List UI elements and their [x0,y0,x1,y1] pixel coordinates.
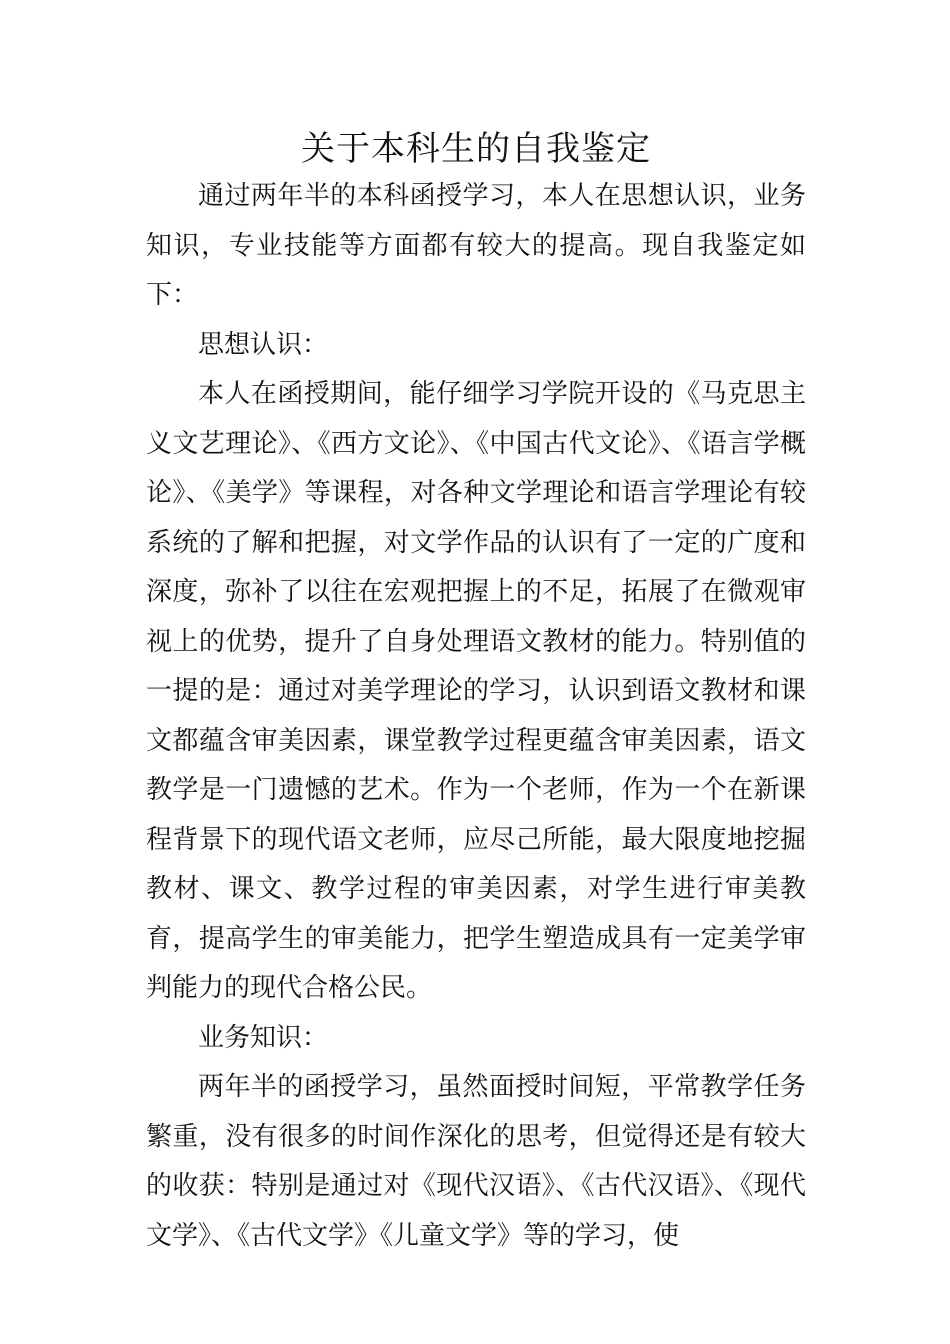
ideology-paragraph: 本人在函授期间，能仔细学习学院开设的《马克思主义文艺理论》、《西方文论》、《中国古代文论》、《语言学概论》、《美学》等课程，对各种文学理论和语言学理论有较系统的了解和把握，对文学作品的认识有了一定的广度和深度，弥补了以往在宏观把握上的不足，拓展了在微观审视上的优势，提升了自身处理语文教材的能力。特别值的一提的是：通过对美学理论的学习，认识到语文教材和课文都蕴含审美因素，课堂教学过程更蕴含审美因素，语文教学是一门遗憾的艺术。作为一个老师，作为一个在新课程背景下的现代语文老师，应尽己所能，最大限度地挖掘教材、课文、教学过程的审美因素，对学生进行审美教育，提高学生的审美能力，把学生塑造成具有一定美学审判能力的现代合格公民。 [146,379,806,1003]
intro-paragraph: 通过两年半的本科函授学习，本人在思想认识，业务知识，专业技能等方面都有较大的提高。现自我鉴定如下： [146,181,806,310]
section-heading-ideology: 思想认识： [198,329,329,360]
document-page [146,126,806,1261]
section-heading-professional-knowledge: 业务知识： [198,1022,329,1053]
document-title: 关于本科生的自我鉴定 [301,129,651,169]
professional-knowledge-paragraph: 两年半的函授学习，虽然面授时间短，平常教学任务繁重，没有很多的时间作深化的思考，但觉得还是有较大的收获：特别是通过对《现代汉语》、《古代汉语》、《现代文学》、《古代文学》《儿童文学》等的学习，使 [146,1072,806,1251]
document-body [146,172,806,1261]
